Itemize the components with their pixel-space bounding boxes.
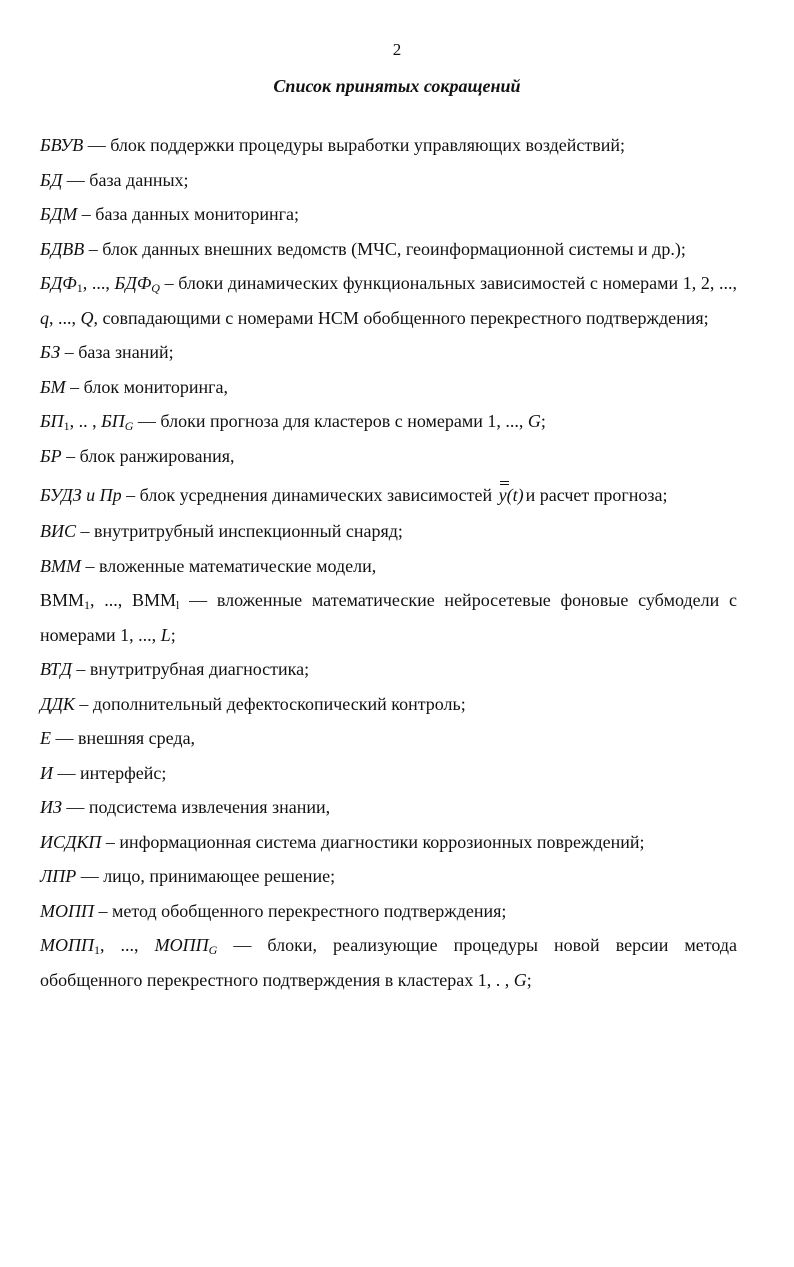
entry-br — [40, 439, 737, 474]
entry-term: БДМ — [40, 204, 78, 224]
entry-definition: – информационная система диагностики коррозионных повреждений; — [101, 831, 645, 852]
entry-mopp — [40, 894, 737, 929]
overbar-line — [500, 484, 509, 485]
entry-definition: — база данных; — [62, 169, 189, 190]
math-argument: (t) — [506, 485, 524, 505]
entry-term: ВИС — [40, 521, 76, 541]
entry-vmm — [40, 549, 737, 584]
entry-definition: — лицо, принимающее решение; — [76, 866, 336, 886]
math-variable: L — [160, 624, 171, 645]
math-variable: G — [527, 411, 541, 431]
entry-term: БВУВ — [40, 135, 84, 155]
entry-definition: – блоки динамических функциональных зависимостей с номерами 1, 2, ..., — [159, 273, 738, 293]
entry-end: ; — [170, 624, 176, 645]
entry-definition: , ..., — [49, 307, 81, 328]
entry-definition: – метод обобщенного перекрестного подтверждения; — [94, 900, 507, 921]
entry-term: ВММ — [40, 590, 85, 610]
entry-bz — [40, 335, 737, 370]
entry-term: МОПП — [40, 935, 94, 955]
entry-bdf — [40, 266, 737, 335]
entry-lpr — [40, 859, 737, 894]
entry-isdkp — [40, 825, 737, 860]
subscript: 1 — [84, 598, 91, 612]
entry-definition: — блоки прогноза для кластеров с номерами 1, ..., — [133, 411, 528, 431]
entry-definition: — подсистема извлечения знании, — [61, 797, 331, 817]
entry-separator: , .. , — [69, 411, 102, 431]
entry-e — [40, 721, 737, 756]
entry-vis — [40, 514, 737, 549]
entry-term: ЛПР — [40, 866, 77, 886]
subscript: 1 — [76, 281, 83, 295]
entry-term: Е — [40, 728, 51, 748]
math-variable: Q — [80, 307, 94, 328]
entry-definition: , совпадающими с номерами НСМ обобщенного перекрестного подтверждения; — [93, 307, 709, 328]
entry-term: ИЗ — [40, 797, 62, 817]
entry-vmm-sub — [40, 583, 737, 652]
entry-term: ДДК — [40, 693, 75, 714]
entry-definition: – блок данных внешних ведомств (МЧС, геоинформационной системы и др.); — [84, 238, 686, 259]
entry-definition: – база знаний; — [60, 342, 174, 362]
entry-i — [40, 756, 737, 791]
entry-definition: — блок поддержки процедуры выработки управляющих воздействий; — [83, 135, 626, 155]
math-y-bar — [499, 476, 524, 514]
entry-definition: – внутритрубная диагностика; — [71, 659, 310, 679]
entry-bdm — [40, 197, 737, 232]
subscript: G — [124, 419, 134, 433]
subscript: 1 — [94, 943, 100, 957]
entry-bd — [40, 163, 737, 198]
entry-bp — [40, 404, 737, 439]
subscript: 1 — [63, 419, 70, 433]
entry-bdvv — [40, 232, 737, 267]
entry-term: БП — [101, 411, 125, 431]
overbar-line — [500, 481, 509, 482]
entry-term: БЗ — [40, 342, 61, 362]
entry-iz — [40, 790, 737, 825]
entry-bm — [40, 370, 737, 405]
entry-definition: – блок усреднения динамических зависимостей — [121, 485, 497, 505]
entry-term: БДФ — [114, 273, 152, 293]
subscript: l — [176, 598, 180, 612]
entry-term: БР — [40, 445, 62, 466]
entry-term: ВММ — [40, 555, 81, 576]
entry-term: И — [40, 762, 53, 783]
math-variable: G — [513, 969, 527, 990]
entry-separator: , ..., — [90, 590, 132, 610]
entry-definition: – внутритрубный инспекционный снаряд; — [76, 521, 403, 541]
entry-definition: — блоки, реализующие процедуры новой версии метода обобщенного перекрестного подтверждения в кластерах 1, . , — [40, 935, 738, 990]
entry-end: ; — [526, 969, 532, 990]
math-variable: y — [498, 485, 507, 505]
entry-definition: – блок ранжирования, — [61, 445, 235, 466]
entry-definition: – база данных мониторинга; — [77, 204, 299, 224]
math-variable: q — [40, 307, 49, 328]
entry-definition: — вложенные математические нейросетевые фоновые субмодели с номерами 1, ..., — [40, 590, 737, 645]
entry-term: БП — [40, 411, 64, 431]
entry-term: ВТД — [40, 659, 72, 679]
subscript: Q — [151, 281, 160, 295]
entry-definition: — внешняя среда, — [51, 728, 196, 748]
entry-term: ВММ — [132, 590, 177, 610]
entry-mopp-sub — [40, 928, 737, 997]
entry-ddk — [40, 687, 737, 722]
entry-term: БД — [40, 169, 63, 190]
entry-definition: – блок мониторинга, — [65, 376, 228, 397]
entry-end: ; — [540, 411, 546, 431]
entry-definition: — интерфейс; — [53, 762, 167, 783]
entry-separator: , ..., — [100, 935, 155, 955]
entry-term: ИСДКП — [40, 831, 102, 852]
entry-bvuv — [40, 128, 737, 163]
entry-term: МОПП — [40, 900, 94, 921]
entry-term: БУДЗ и Пр — [40, 485, 122, 505]
entry-term: БДВВ — [40, 238, 85, 259]
entry-definition: – вложенные математические модели, — [80, 555, 377, 576]
page-title: Список принятых сокращений — [273, 76, 521, 96]
entry-definition: и расчет прогноза; — [525, 485, 668, 505]
entry-definition: – дополнительный дефектоскопический контроль; — [74, 693, 466, 714]
entry-separator: , ..., — [82, 273, 115, 293]
entry-term: БМ — [40, 376, 66, 397]
page-number: 2 — [392, 40, 402, 59]
entry-term: БДФ — [40, 273, 77, 293]
subscript: G — [208, 943, 218, 957]
abbreviation-list — [40, 128, 737, 997]
entry-term: МОПП — [154, 935, 209, 955]
entry-vtd — [40, 652, 737, 687]
entry-budz — [40, 476, 737, 514]
